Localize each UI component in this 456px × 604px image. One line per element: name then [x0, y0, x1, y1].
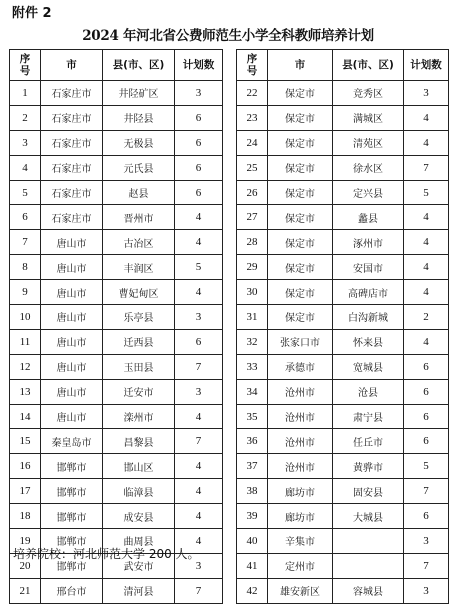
table-row	[237, 255, 449, 280]
table-row	[237, 230, 449, 255]
table-row	[10, 454, 223, 479]
cell-city: 石家庄市	[41, 81, 103, 106]
cell-county: 井陉矿区	[103, 81, 175, 106]
cell-city: 承德市	[268, 354, 333, 379]
cell-county: 任丘市	[333, 429, 404, 454]
cell-seq: 4	[10, 155, 41, 180]
cell-county: 古冶区	[103, 230, 175, 255]
cell-seq: 2	[10, 105, 41, 130]
cell-seq: 3	[10, 130, 41, 155]
cell-seq: 17	[10, 479, 41, 504]
cell-county: 白沟新城	[333, 305, 404, 330]
cell-county: 宽城县	[333, 354, 404, 379]
header-seq: 序 号	[237, 50, 268, 81]
table-row	[10, 479, 223, 504]
cell-plan: 5	[404, 454, 449, 479]
cell-seq: 5	[10, 180, 41, 205]
cell-city: 保定市	[268, 155, 333, 180]
cell-seq: 23	[237, 105, 268, 130]
table-row	[10, 280, 223, 305]
footer-note: 培养院校：河北师范大学 200 人。	[13, 547, 200, 561]
cell-county: 曹妃甸区	[103, 280, 175, 305]
cell-seq: 18	[10, 504, 41, 529]
cell-county: 涿州市	[333, 230, 404, 255]
cell-city: 石家庄市	[41, 180, 103, 205]
cell-city: 石家庄市	[41, 130, 103, 155]
cell-seq: 10	[10, 305, 41, 330]
cell-county: 固安县	[333, 479, 404, 504]
cell-city: 邯郸市	[41, 504, 103, 529]
table-row	[10, 130, 223, 155]
cell-plan: 6	[175, 105, 223, 130]
table-row	[237, 379, 449, 404]
cell-county: 黄骅市	[333, 454, 404, 479]
cell-county: 肃宁县	[333, 404, 404, 429]
cell-plan: 6	[404, 379, 449, 404]
cell-seq: 19	[10, 529, 41, 554]
cell-city: 邢台市	[41, 578, 103, 603]
cell-city: 保定市	[268, 255, 333, 280]
cell-city: 保定市	[268, 305, 333, 330]
cell-plan: 6	[175, 130, 223, 155]
cell-city: 廊坊市	[268, 504, 333, 529]
cell-county: 高碑店市	[333, 280, 404, 305]
cell-seq: 20	[10, 553, 41, 578]
cell-county: 大城县	[333, 504, 404, 529]
table-row	[237, 354, 449, 379]
cell-plan: 3	[404, 529, 449, 554]
cell-plan: 6	[175, 180, 223, 205]
cell-seq: 11	[10, 329, 41, 354]
cell-plan: 4	[404, 105, 449, 130]
table-row	[10, 205, 223, 230]
cell-plan: 3	[175, 553, 223, 578]
cell-seq: 40	[237, 529, 268, 554]
cell-plan: 5	[404, 180, 449, 205]
table-row	[10, 105, 223, 130]
cell-county: 昌黎县	[103, 429, 175, 454]
cell-seq: 15	[10, 429, 41, 454]
header-city: 市	[268, 50, 333, 81]
cell-county: 定兴县	[333, 180, 404, 205]
cell-seq: 13	[10, 379, 41, 404]
cell-seq: 7	[10, 230, 41, 255]
table-row	[10, 180, 223, 205]
cell-county: 乐亭县	[103, 305, 175, 330]
cell-seq: 33	[237, 354, 268, 379]
cell-county: 滦州市	[103, 404, 175, 429]
cell-city: 沧州市	[268, 404, 333, 429]
cell-seq: 36	[237, 429, 268, 454]
cell-seq: 24	[237, 130, 268, 155]
table-row	[237, 553, 449, 578]
cell-seq: 8	[10, 255, 41, 280]
cell-plan: 2	[404, 305, 449, 330]
cell-city: 秦皇岛市	[41, 429, 103, 454]
cell-county: 容城县	[333, 578, 404, 603]
table-row	[237, 404, 449, 429]
cell-plan: 4	[175, 504, 223, 529]
cell-county: 武安市	[103, 553, 175, 578]
cell-seq: 12	[10, 354, 41, 379]
cell-city: 石家庄市	[41, 105, 103, 130]
cell-plan: 6	[175, 155, 223, 180]
cell-plan: 6	[175, 329, 223, 354]
cell-city: 定州市	[268, 553, 333, 578]
table-row	[10, 155, 223, 180]
table-header-row	[237, 50, 449, 81]
table-row	[10, 578, 223, 603]
cell-plan: 4	[175, 230, 223, 255]
cell-plan: 3	[404, 578, 449, 603]
cell-city: 石家庄市	[41, 155, 103, 180]
cell-city: 廊坊市	[268, 479, 333, 504]
table-row	[10, 354, 223, 379]
header-county: 县(市、区)	[333, 50, 404, 81]
cell-city: 保定市	[268, 180, 333, 205]
cell-city: 唐山市	[41, 329, 103, 354]
cell-county: 沧县	[333, 379, 404, 404]
table-row	[237, 180, 449, 205]
cell-plan: 4	[404, 280, 449, 305]
attachment-label: 附件 2	[12, 6, 52, 21]
cell-city: 石家庄市	[41, 205, 103, 230]
cell-plan: 3	[175, 81, 223, 106]
cell-county: 曲周县	[103, 529, 175, 554]
cell-plan: 7	[404, 479, 449, 504]
table-row	[237, 305, 449, 330]
cell-seq: 38	[237, 479, 268, 504]
cell-city: 雄安新区	[268, 578, 333, 603]
cell-plan: 7	[175, 578, 223, 603]
cell-city: 唐山市	[41, 404, 103, 429]
cell-seq: 37	[237, 454, 268, 479]
cell-seq: 31	[237, 305, 268, 330]
cell-county: 竞秀区	[333, 81, 404, 106]
cell-county: 成安县	[103, 504, 175, 529]
cell-plan: 4	[175, 529, 223, 554]
cell-city: 唐山市	[41, 379, 103, 404]
cell-plan: 4	[404, 230, 449, 255]
cell-county: 清苑区	[333, 130, 404, 155]
table-header-row	[10, 50, 223, 81]
cell-plan: 6	[404, 429, 449, 454]
cell-plan: 4	[175, 205, 223, 230]
cell-city: 唐山市	[41, 230, 103, 255]
table-row	[10, 429, 223, 454]
cell-seq: 39	[237, 504, 268, 529]
cell-seq: 25	[237, 155, 268, 180]
table-row	[237, 329, 449, 354]
cell-county: 元氏县	[103, 155, 175, 180]
cell-seq: 6	[10, 205, 41, 230]
header-seq: 序 号	[10, 50, 41, 81]
cell-plan: 4	[404, 329, 449, 354]
table-row	[10, 404, 223, 429]
table-row	[237, 205, 449, 230]
cell-county: 清河县	[103, 578, 175, 603]
table-row	[237, 578, 449, 603]
cell-county	[333, 529, 404, 554]
cell-seq: 16	[10, 454, 41, 479]
cell-county: 井陉县	[103, 105, 175, 130]
cell-city: 保定市	[268, 230, 333, 255]
cell-seq: 42	[237, 578, 268, 603]
table-row	[237, 280, 449, 305]
table-row	[237, 479, 449, 504]
cell-seq: 1	[10, 81, 41, 106]
cell-county: 玉田县	[103, 354, 175, 379]
cell-city: 保定市	[268, 205, 333, 230]
table-row	[10, 329, 223, 354]
table-row	[237, 81, 449, 106]
cell-plan: 4	[175, 479, 223, 504]
header-city: 市	[41, 50, 103, 81]
cell-seq: 21	[10, 578, 41, 603]
cell-plan: 3	[175, 379, 223, 404]
table-row	[237, 529, 449, 554]
cell-seq: 35	[237, 404, 268, 429]
table-row	[237, 105, 449, 130]
cell-plan: 7	[404, 155, 449, 180]
cell-county: 徐水区	[333, 155, 404, 180]
cell-seq: 29	[237, 255, 268, 280]
table-row	[237, 429, 449, 454]
cell-seq: 41	[237, 553, 268, 578]
cell-county: 满城区	[333, 105, 404, 130]
cell-city: 唐山市	[41, 354, 103, 379]
cell-county: 丰润区	[103, 255, 175, 280]
cell-seq: 26	[237, 180, 268, 205]
cell-county: 迁安市	[103, 379, 175, 404]
cell-city: 邯郸市	[41, 479, 103, 504]
cell-county: 无极县	[103, 130, 175, 155]
cell-county: 安国市	[333, 255, 404, 280]
cell-seq: 32	[237, 329, 268, 354]
cell-seq: 34	[237, 379, 268, 404]
cell-plan: 7	[175, 354, 223, 379]
plan-table-right	[236, 49, 449, 604]
table-row	[10, 305, 223, 330]
cell-plan: 4	[404, 255, 449, 280]
cell-seq: 9	[10, 280, 41, 305]
cell-city: 邯郸市	[41, 553, 103, 578]
document-title: 2024 年河北省公费师范生小学全科教师培养计划	[82, 28, 374, 44]
cell-plan: 4	[175, 280, 223, 305]
table-row	[10, 504, 223, 529]
cell-county: 赵县	[103, 180, 175, 205]
cell-county: 临漳县	[103, 479, 175, 504]
cell-city: 唐山市	[41, 280, 103, 305]
cell-county: 迁西县	[103, 329, 175, 354]
cell-seq: 14	[10, 404, 41, 429]
table-row	[237, 504, 449, 529]
table-row	[237, 155, 449, 180]
cell-county: 邯山区	[103, 454, 175, 479]
cell-city: 沧州市	[268, 454, 333, 479]
cell-plan: 4	[404, 130, 449, 155]
cell-seq: 27	[237, 205, 268, 230]
cell-city: 保定市	[268, 81, 333, 106]
cell-plan: 6	[404, 504, 449, 529]
cell-plan: 7	[404, 553, 449, 578]
cell-plan: 4	[175, 404, 223, 429]
cell-city: 张家口市	[268, 329, 333, 354]
cell-city: 辛集市	[268, 529, 333, 554]
cell-plan: 6	[404, 354, 449, 379]
table-row	[10, 81, 223, 106]
cell-plan: 3	[404, 81, 449, 106]
cell-plan: 4	[175, 454, 223, 479]
cell-seq: 22	[237, 81, 268, 106]
cell-plan: 6	[404, 404, 449, 429]
cell-seq: 30	[237, 280, 268, 305]
header-plan: 计划数	[175, 50, 223, 81]
cell-city: 保定市	[268, 280, 333, 305]
cell-county: 怀来县	[333, 329, 404, 354]
cell-city: 沧州市	[268, 379, 333, 404]
table-row	[237, 130, 449, 155]
cell-city: 唐山市	[41, 255, 103, 280]
cell-city: 唐山市	[41, 305, 103, 330]
table-row	[10, 379, 223, 404]
cell-city: 沧州市	[268, 429, 333, 454]
cell-city: 保定市	[268, 105, 333, 130]
header-plan: 计划数	[404, 50, 449, 81]
cell-seq: 28	[237, 230, 268, 255]
cell-county: 蠡县	[333, 205, 404, 230]
cell-plan: 3	[175, 305, 223, 330]
table-row	[237, 454, 449, 479]
table-row	[10, 255, 223, 280]
cell-plan: 4	[404, 205, 449, 230]
cell-city: 保定市	[268, 130, 333, 155]
cell-city: 邯郸市	[41, 454, 103, 479]
plan-table-left	[9, 49, 223, 604]
cell-plan: 5	[175, 255, 223, 280]
cell-county: 晋州市	[103, 205, 175, 230]
table-row	[10, 230, 223, 255]
cell-county	[333, 553, 404, 578]
header-county: 县(市、区)	[103, 50, 175, 81]
cell-plan: 7	[175, 429, 223, 454]
cell-city: 邯郸市	[41, 529, 103, 554]
